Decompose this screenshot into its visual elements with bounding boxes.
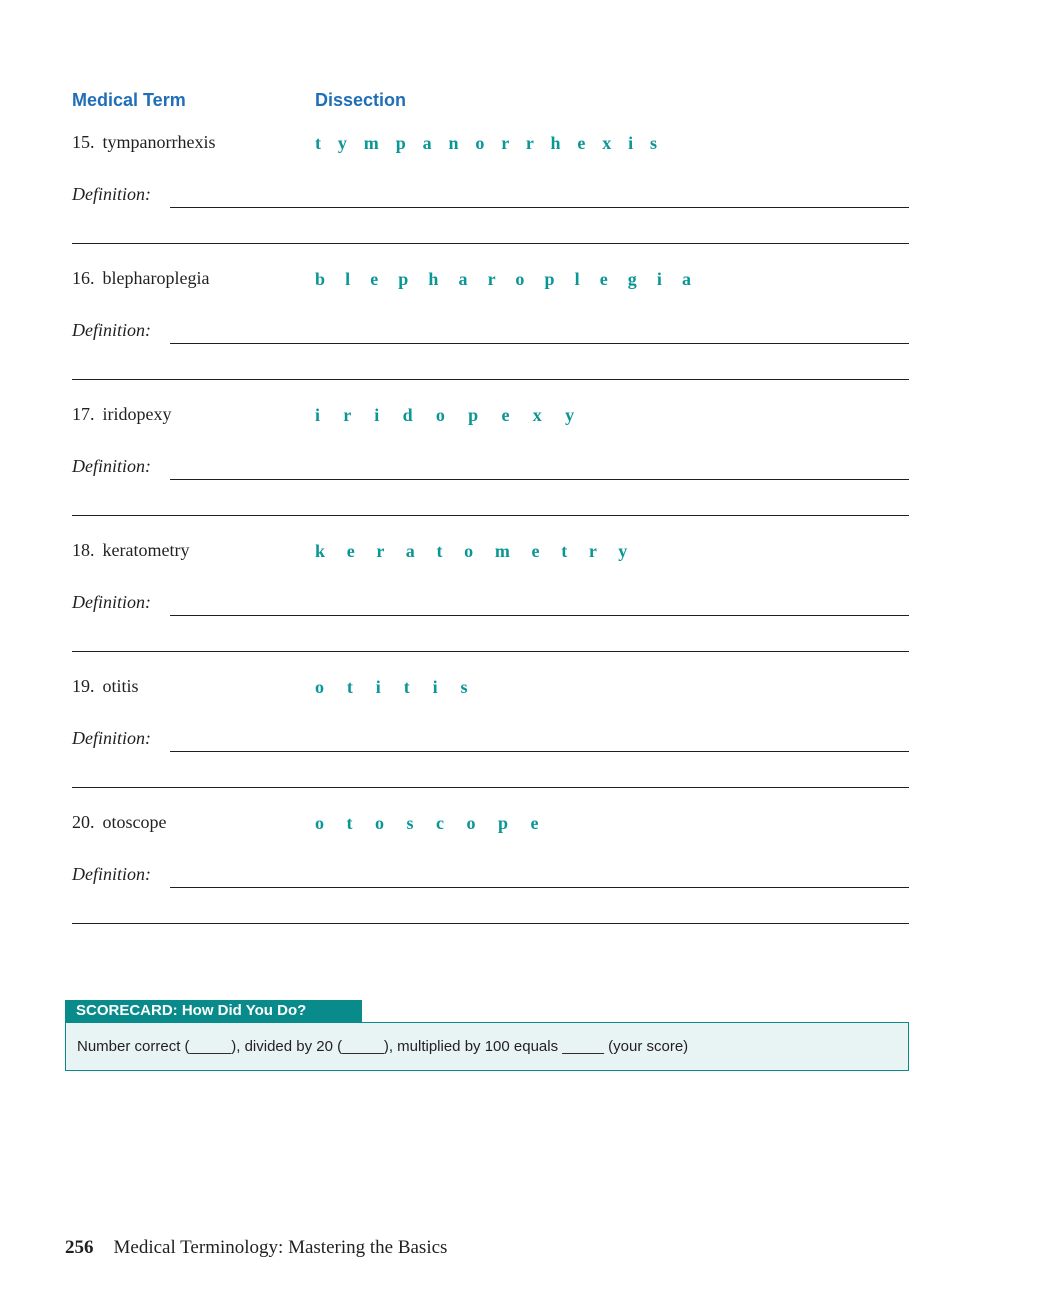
definition-line[interactable] xyxy=(72,787,909,788)
definition-line[interactable] xyxy=(72,651,909,652)
definition-line[interactable] xyxy=(170,751,909,752)
term-text: blepharoplegia xyxy=(102,268,210,288)
definition-line[interactable] xyxy=(72,243,909,244)
definition-label: Definition: xyxy=(72,320,151,340)
term-label xyxy=(72,132,215,153)
term-text: iridopexy xyxy=(102,404,172,424)
definition-label: Definition: xyxy=(72,456,151,476)
term-label xyxy=(72,268,209,289)
medical-term-header: Medical Term xyxy=(72,90,186,110)
term-number: 16. xyxy=(72,268,95,288)
term-dissection: k e r a t o m e t r y xyxy=(315,541,636,561)
term-dissection: b l e p h a r o p l e g i a xyxy=(315,269,699,289)
term-entry xyxy=(72,132,909,268)
term-label xyxy=(72,676,139,697)
term-number: 18. xyxy=(72,540,95,560)
definition-line[interactable] xyxy=(72,515,909,516)
term-entry xyxy=(72,268,909,404)
term-entry xyxy=(72,812,909,948)
definition-line[interactable] xyxy=(72,923,909,924)
definition-label: Definition: xyxy=(72,728,151,748)
term-number: 17. xyxy=(72,404,95,424)
term-dissection: i r i d o p e x y xyxy=(315,405,584,425)
term-dissection: t y m p a n o r r h e x i s xyxy=(315,133,664,153)
definition-line[interactable] xyxy=(170,887,909,888)
term-label xyxy=(72,404,172,425)
definition-line[interactable] xyxy=(72,379,909,380)
term-text: keratometry xyxy=(102,540,190,560)
dissection-header: Dissection xyxy=(315,90,407,110)
book-title: Medical Terminology: Mastering the Basics xyxy=(113,1237,448,1258)
definition-line[interactable] xyxy=(170,615,909,616)
term-text: otoscope xyxy=(102,812,167,832)
term-entry xyxy=(72,404,909,540)
page-footer xyxy=(65,1237,447,1259)
scorecard-text: Number correct (_____), divided by 20 (_____), multiplied by 100 equals _____ (your score) xyxy=(77,1038,689,1055)
definition-line[interactable] xyxy=(170,207,909,208)
definition-label: Definition: xyxy=(72,592,151,612)
term-entry xyxy=(72,676,909,812)
term-entry xyxy=(72,540,909,676)
page-number: 256 xyxy=(65,1237,94,1258)
definition-line[interactable] xyxy=(170,479,909,480)
term-label xyxy=(72,540,189,561)
definition-label: Definition: xyxy=(72,864,151,884)
scorecard-title: SCORECARD: How Did You Do? xyxy=(65,1000,362,1022)
term-label xyxy=(72,812,166,833)
term-text: tympanorrhexis xyxy=(102,132,216,152)
definition-line[interactable] xyxy=(170,343,909,344)
term-number: 20. xyxy=(72,812,95,832)
term-dissection: o t o s c o p e xyxy=(315,813,548,833)
term-number: 19. xyxy=(72,676,95,696)
term-dissection: o t i t i s xyxy=(315,677,477,697)
definition-label: Definition: xyxy=(72,184,151,204)
term-text: otitis xyxy=(102,676,139,696)
term-number: 15. xyxy=(72,132,95,152)
scorecard-box xyxy=(65,1022,909,1071)
